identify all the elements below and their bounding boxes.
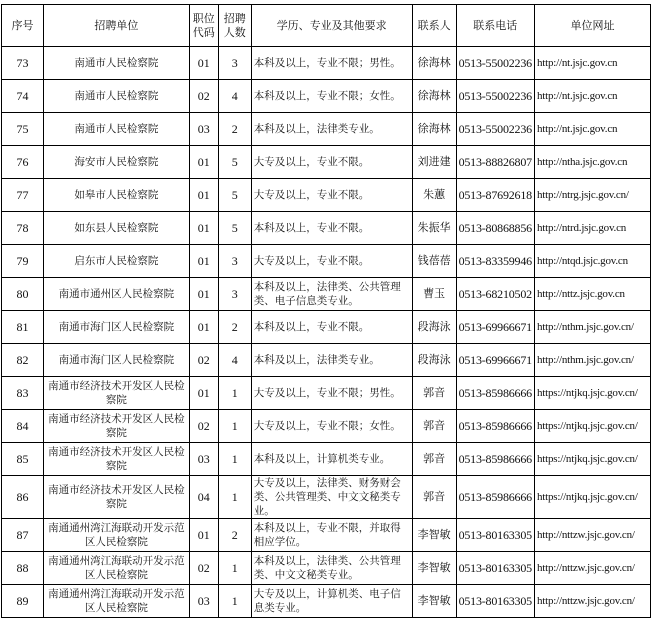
- cell-code: 03: [189, 443, 218, 476]
- cell-unit: 南通市经济技术开发区人民检察院: [43, 476, 189, 519]
- cell-contact: 李智敏: [412, 585, 456, 618]
- cell-contact: 李智敏: [412, 519, 456, 552]
- table-row: [2, 585, 651, 618]
- cell-contact: 郭音: [412, 410, 456, 443]
- cell-unit: 南通市海门区人民检察院: [43, 344, 189, 377]
- cell-code: 02: [189, 80, 218, 113]
- cell-contact: 段海泳: [412, 344, 456, 377]
- cell-count: 2: [218, 113, 251, 146]
- cell-seq: 83: [2, 377, 44, 410]
- cell-seq: 76: [2, 146, 44, 179]
- cell-requirements: 大专及以上，专业不限。: [251, 245, 412, 278]
- cell-unit: 南通通州湾江海联动开发示范区人民检察院: [43, 552, 189, 585]
- cell-seq: 73: [2, 47, 44, 80]
- cell-count: 2: [218, 311, 251, 344]
- cell-unit: 南通市通州区人民检察院: [43, 278, 189, 311]
- cell-phone: 0513-55002236: [456, 113, 534, 146]
- cell-code: 01: [189, 146, 218, 179]
- table-row: [2, 519, 651, 552]
- cell-website[interactable]: https://ntjkq.jsjc.gov.cn/: [534, 377, 650, 410]
- cell-website[interactable]: https://ntjkq.jsjc.gov.cn/: [534, 443, 650, 476]
- cell-unit: 南通市经济技术开发区人民检察院: [43, 377, 189, 410]
- cell-count: 3: [218, 245, 251, 278]
- table-row: [2, 245, 651, 278]
- cell-requirements: 大专及以上，专业不限。: [251, 179, 412, 212]
- cell-unit: 南通市人民检察院: [43, 80, 189, 113]
- cell-contact: 钱蓓蓓: [412, 245, 456, 278]
- cell-count: 4: [218, 344, 251, 377]
- header-contact: 联系人: [412, 5, 456, 47]
- cell-phone: 0513-69966671: [456, 344, 534, 377]
- cell-code: 01: [189, 245, 218, 278]
- cell-requirements: 大专及以上，专业不限；女性。: [251, 410, 412, 443]
- cell-phone: 0513-69966671: [456, 311, 534, 344]
- table-row: [2, 344, 651, 377]
- cell-unit: 南通市人民检察院: [43, 113, 189, 146]
- cell-requirements: 大专及以上，专业不限；男性。: [251, 377, 412, 410]
- cell-contact: 朱振华: [412, 212, 456, 245]
- table-row: [2, 212, 651, 245]
- cell-contact: 徐海林: [412, 47, 456, 80]
- cell-contact: 徐海林: [412, 113, 456, 146]
- cell-requirements: 本科及以上，法律类专业。: [251, 113, 412, 146]
- cell-phone: 0513-80868856: [456, 212, 534, 245]
- cell-phone: 0513-85986666: [456, 377, 534, 410]
- cell-website[interactable]: http://nthm.jsjc.gov.cn/: [534, 344, 650, 377]
- header-unit: 招聘单位: [43, 5, 189, 47]
- cell-requirements: 大专及以上，计算机类、电子信息类专业。: [251, 585, 412, 618]
- cell-count: 2: [218, 519, 251, 552]
- cell-phone: 0513-85986666: [456, 443, 534, 476]
- table-row: [2, 146, 651, 179]
- cell-website[interactable]: http://ntrd.jsjc.gov.cn: [534, 212, 650, 245]
- cell-requirements: 本科及以上，专业不限，并取得相应学位。: [251, 519, 412, 552]
- cell-code: 01: [189, 278, 218, 311]
- cell-website[interactable]: http://nttzw.jsjc.gov.cn/: [534, 519, 650, 552]
- cell-seq: 87: [2, 519, 44, 552]
- cell-requirements: 本科及以上，计算机类专业。: [251, 443, 412, 476]
- cell-website[interactable]: http://ntrg.jsjc.gov.cn/: [534, 179, 650, 212]
- cell-requirements: 大专及以上，法律类、财务财会类、公共管理类、中文文秘类专业。: [251, 476, 412, 519]
- table-row: [2, 179, 651, 212]
- cell-unit: 南通市经济技术开发区人民检察院: [43, 410, 189, 443]
- cell-phone: 0513-85986666: [456, 476, 534, 519]
- cell-phone: 0513-55002236: [456, 47, 534, 80]
- cell-phone: 0513-80163305: [456, 585, 534, 618]
- cell-contact: 郭音: [412, 377, 456, 410]
- table-row: [2, 410, 651, 443]
- header-seq: 序号: [2, 5, 44, 47]
- header-row: [2, 5, 651, 47]
- cell-count: 1: [218, 552, 251, 585]
- cell-unit: 南通市经济技术开发区人民检察院: [43, 443, 189, 476]
- cell-count: 4: [218, 80, 251, 113]
- cell-code: 01: [189, 519, 218, 552]
- cell-website[interactable]: https://ntjkq.jsjc.gov.cn/: [534, 476, 650, 519]
- cell-code: 01: [189, 179, 218, 212]
- cell-seq: 81: [2, 311, 44, 344]
- cell-requirements: 本科及以上，专业不限；女性。: [251, 80, 412, 113]
- cell-phone: 0513-87692618: [456, 179, 534, 212]
- cell-code: 01: [189, 212, 218, 245]
- cell-unit: 如皋市人民检察院: [43, 179, 189, 212]
- cell-code: 01: [189, 311, 218, 344]
- cell-seq: 84: [2, 410, 44, 443]
- cell-website[interactable]: http://nt.jsjc.gov.cn: [534, 47, 650, 80]
- cell-seq: 82: [2, 344, 44, 377]
- cell-contact: 徐海林: [412, 80, 456, 113]
- cell-count: 5: [218, 179, 251, 212]
- cell-phone: 0513-68210502: [456, 278, 534, 311]
- cell-code: 02: [189, 344, 218, 377]
- cell-code: 03: [189, 113, 218, 146]
- table-row: [2, 443, 651, 476]
- header-requirements: 学历、专业及其他要求: [251, 5, 412, 47]
- cell-code: 02: [189, 410, 218, 443]
- cell-website[interactable]: http://nt.jsjc.gov.cn: [534, 80, 650, 113]
- table-row: [2, 552, 651, 585]
- cell-unit: 南通通州湾江海联动开发示范区人民检察院: [43, 585, 189, 618]
- cell-requirements: 本科及以上，法律类、公共管理类、电子信息类专业。: [251, 278, 412, 311]
- cell-contact: 朱蕙: [412, 179, 456, 212]
- cell-phone: 0513-80163305: [456, 519, 534, 552]
- cell-count: 5: [218, 146, 251, 179]
- cell-requirements: 大专及以上，专业不限。: [251, 146, 412, 179]
- cell-phone: 0513-83359946: [456, 245, 534, 278]
- cell-website[interactable]: http://nthm.jsjc.gov.cn/: [534, 311, 650, 344]
- table-row: [2, 311, 651, 344]
- header-website: 单位网址: [534, 5, 650, 47]
- cell-contact: 李智敏: [412, 552, 456, 585]
- cell-seq: 79: [2, 245, 44, 278]
- table-row: [2, 278, 651, 311]
- cell-unit: 南通市海门区人民检察院: [43, 311, 189, 344]
- table-row: [2, 113, 651, 146]
- cell-count: 1: [218, 476, 251, 519]
- header-code: 职位代码: [189, 5, 218, 47]
- recruitment-table: [1, 4, 651, 618]
- cell-contact: 曹玉: [412, 278, 456, 311]
- cell-requirements: 本科及以上，法律类专业。: [251, 344, 412, 377]
- cell-unit: 南通通州湾江海联动开发示范区人民检察院: [43, 519, 189, 552]
- cell-website[interactable]: http://nttz.jsjc.gov.cn: [534, 278, 650, 311]
- cell-unit: 海安市人民检察院: [43, 146, 189, 179]
- cell-unit: 启东市人民检察院: [43, 245, 189, 278]
- cell-website[interactable]: http://nt.jsjc.gov.cn: [534, 113, 650, 146]
- cell-contact: 郭音: [412, 443, 456, 476]
- cell-count: 3: [218, 278, 251, 311]
- cell-requirements: 本科及以上，专业不限。: [251, 311, 412, 344]
- cell-count: 3: [218, 47, 251, 80]
- table-row: [2, 377, 651, 410]
- cell-phone: 0513-55002236: [456, 80, 534, 113]
- cell-code: 03: [189, 585, 218, 618]
- cell-count: 1: [218, 585, 251, 618]
- table-row: [2, 47, 651, 80]
- cell-website[interactable]: http://nttzw.jsjc.gov.cn/: [534, 585, 650, 618]
- cell-requirements: 本科及以上，法律类、公共管理类、中文文秘类专业。: [251, 552, 412, 585]
- cell-count: 5: [218, 212, 251, 245]
- table-row: [2, 476, 651, 519]
- cell-seq: 75: [2, 113, 44, 146]
- cell-code: 04: [189, 476, 218, 519]
- cell-seq: 80: [2, 278, 44, 311]
- cell-count: 1: [218, 410, 251, 443]
- cell-requirements: 本科及以上，专业不限。: [251, 212, 412, 245]
- cell-unit: 南通市人民检察院: [43, 47, 189, 80]
- cell-contact: 段海泳: [412, 311, 456, 344]
- cell-code: 02: [189, 552, 218, 585]
- cell-contact: 郭音: [412, 476, 456, 519]
- cell-seq: 86: [2, 476, 44, 519]
- cell-phone: 0513-85986666: [456, 410, 534, 443]
- cell-unit: 如东县人民检察院: [43, 212, 189, 245]
- header-count: 招聘人数: [218, 5, 251, 47]
- cell-requirements: 本科及以上，专业不限；男性。: [251, 47, 412, 80]
- cell-count: 1: [218, 443, 251, 476]
- cell-website[interactable]: https://ntjkq.jsjc.gov.cn/: [534, 410, 650, 443]
- cell-code: 01: [189, 47, 218, 80]
- cell-seq: 88: [2, 552, 44, 585]
- cell-website[interactable]: http://nttzw.jsjc.gov.cn/: [534, 552, 650, 585]
- cell-website[interactable]: http://ntqd.jsjc.gov.cn: [534, 245, 650, 278]
- cell-phone: 0513-80163305: [456, 552, 534, 585]
- cell-seq: 77: [2, 179, 44, 212]
- header-phone: 联系电话: [456, 5, 534, 47]
- cell-website[interactable]: http://ntha.jsjc.gov.cn: [534, 146, 650, 179]
- cell-phone: 0513-88826807: [456, 146, 534, 179]
- cell-seq: 74: [2, 80, 44, 113]
- cell-seq: 89: [2, 585, 44, 618]
- table-row: [2, 80, 651, 113]
- cell-seq: 78: [2, 212, 44, 245]
- cell-contact: 刘进建: [412, 146, 456, 179]
- cell-code: 01: [189, 377, 218, 410]
- cell-seq: 85: [2, 443, 44, 476]
- cell-count: 1: [218, 377, 251, 410]
